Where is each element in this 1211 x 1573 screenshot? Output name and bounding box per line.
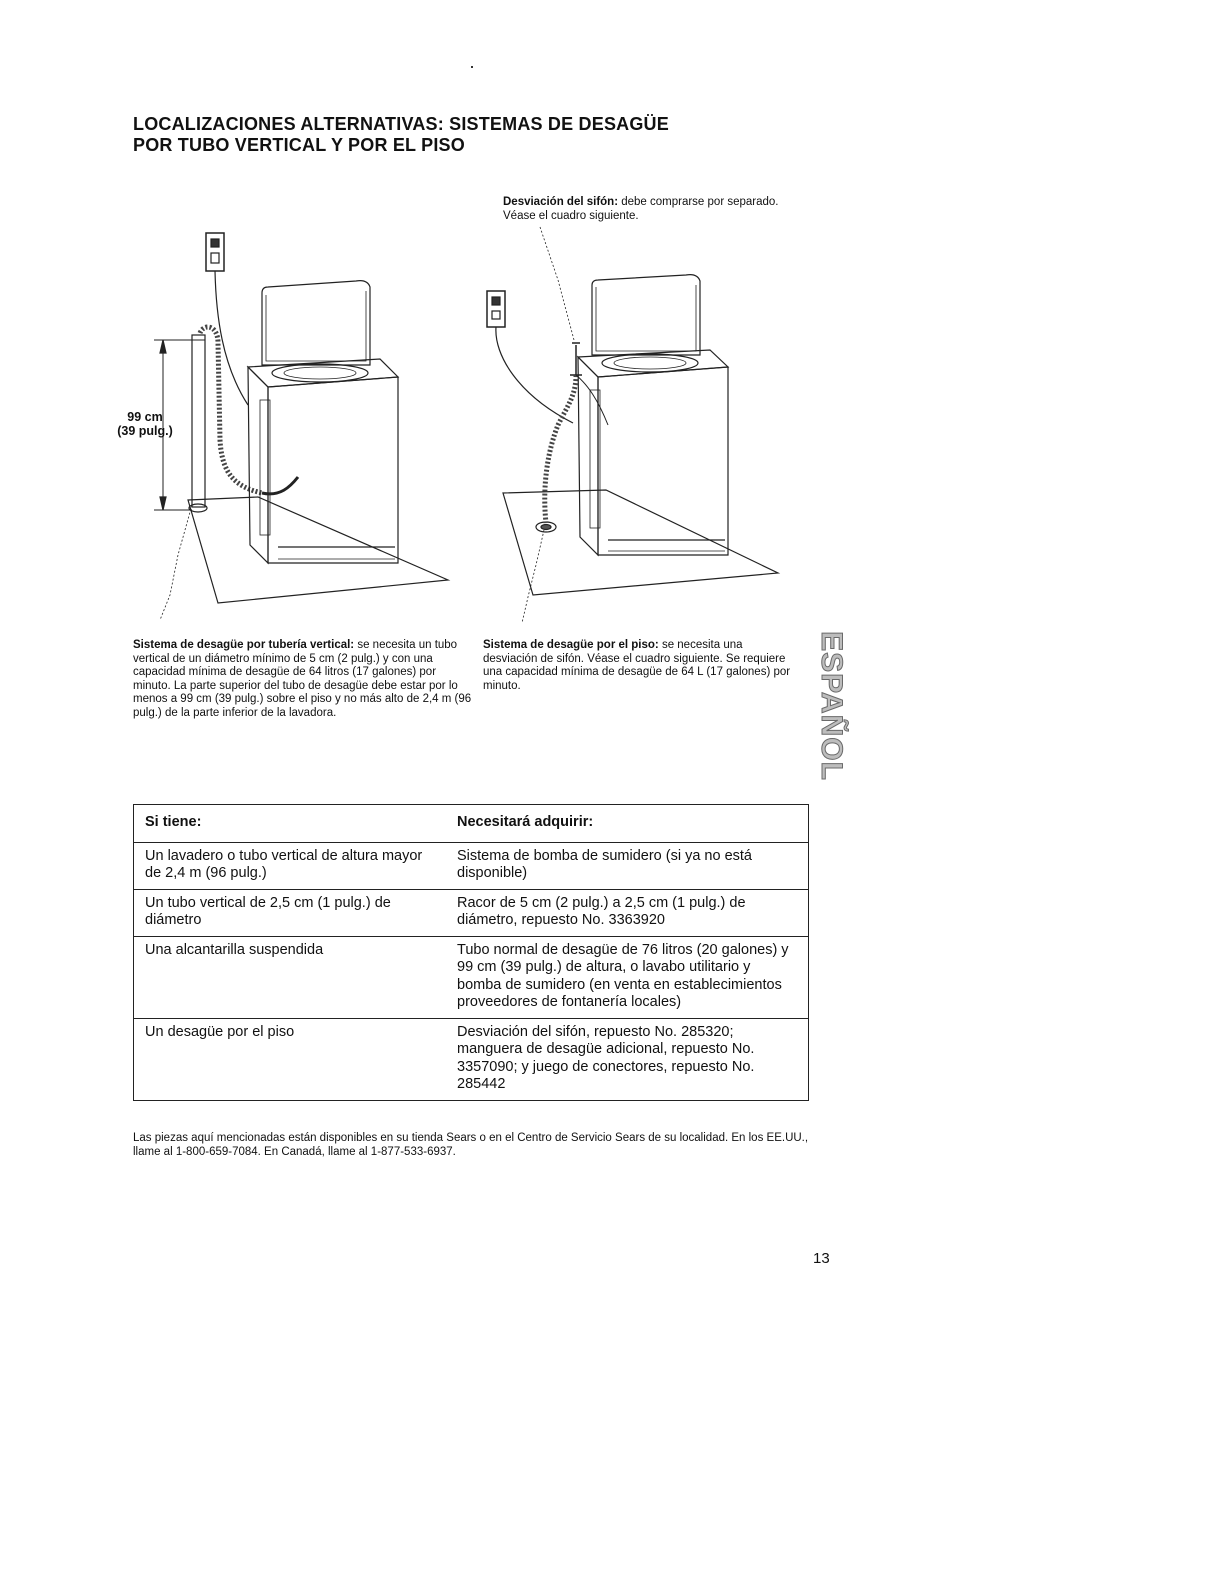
table-header-row: [134, 805, 809, 843]
washer-side: [268, 377, 398, 563]
table-cell-need: Tubo normal de desagüe de 76 litros (20 galones) y 99 cm (39 pulg.) de altura, o lavabo utilitario y bomba de sumidero (en venta en establecimientos proveedores de fontanería locales): [445, 936, 809, 1018]
siphon-break-caption: [503, 196, 803, 223]
table-cell-have: Una alcantarilla suspendida: [134, 936, 446, 1018]
standpipe-caption-title: Sistema de desagüe por tubería vertical:: [133, 639, 355, 651]
siphon-break-caption-text: debe comprarse por separado. Véase el cuadro siguiente.: [503, 196, 779, 222]
heading-line-1: LOCALIZACIONES ALTERNATIVAS: SISTEMAS DE DESAGÜE: [133, 114, 669, 134]
parts-footnote: Las piezas aquí mencionadas están disponibles en su tienda Sears o en el Centro de Servicio Sears de su localidad. En los EE.UU., llame al 1-800-659-7084. En Canadá, llame al 1-877-533-6937.: [133, 1132, 809, 1158]
floor-drain-caption-text: se necesita una desviación de sifón. Véase el cuadro siguiente. Se requiere una capacidad mínima de desagüe de 64 L (17 galones) por minuto.: [483, 639, 791, 692]
standpipe-drain-illustration: [150, 225, 460, 625]
floor-drain-caption: [483, 639, 798, 693]
table-header-have: Si tiene:: [134, 805, 446, 843]
language-side-tab: [815, 608, 847, 804]
dimension-line-2: (39 pulg.): [117, 424, 173, 438]
page-number: 13: [813, 1250, 830, 1267]
table-cell-need: Sistema de bomba de sumidero (si ya no está disponible): [445, 842, 809, 889]
parts-table: [133, 804, 809, 1101]
height-dimension-label: [110, 410, 180, 438]
standpipe-caption-text: se necesita un tubo vertical de un diámetro mínimo de 5 cm (2 pulg.) y con una capacidad mínima de desagüe de 64 litros (17 galones) por minuto. La parte superior del tubo de desagüe debe estar por lo menos a 99 cm (39 pulg.) sobre el piso y no más alto de 2,4 m (96 pulg.) de la parte inferior de la lavadora.: [133, 639, 472, 719]
page-heading: [133, 114, 669, 156]
washer-front: [248, 367, 268, 563]
standpipe-caption: [133, 639, 475, 721]
drain-hose: [200, 327, 262, 493]
heading-line-2: POR TUBO VERTICAL Y POR EL PISO: [133, 135, 465, 155]
floor-platform: [188, 497, 448, 603]
table-row: [134, 842, 809, 889]
wall-outlet: [487, 291, 505, 327]
standpipe: [192, 335, 205, 507]
washer-lid: [592, 275, 700, 355]
washer-lid: [262, 281, 370, 365]
floor-drain-illustration: [478, 225, 798, 625]
table-row: [134, 936, 809, 1018]
table-row: [134, 889, 809, 936]
siphon-break-caption-title: Desviación del sifón:: [503, 196, 619, 208]
table-header-need: Necesitará adquirir:: [445, 805, 809, 843]
table-cell-need: Racor de 5 cm (2 pulg.) a 2,5 cm (1 pulg.) de diámetro, repuesto No. 3363920: [445, 889, 809, 936]
washer-front: [578, 357, 598, 555]
table-cell-have: Un tubo vertical de 2,5 cm (1 pulg.) de diámetro: [134, 889, 446, 936]
washer-side: [598, 367, 728, 555]
table-cell-have: Un lavadero o tubo vertical de altura mayor de 2,4 m (96 pulg.): [134, 842, 446, 889]
floor-drain-caption-title: Sistema de desagüe por el piso:: [483, 639, 659, 651]
stray-dot: [471, 66, 473, 68]
drain-hose: [545, 375, 576, 523]
table-cell-have: Un desagüe por el piso: [134, 1018, 446, 1100]
table-cell-need: Desviación del sifón, repuesto No. 285320; manguera de desagüe adicional, repuesto No. 3357090; y juego de conectores, repuesto No. 285442: [445, 1018, 809, 1100]
dimension-line-1: 99 cm: [127, 410, 163, 424]
language-side-tab-label: ESPAÑOL: [815, 631, 849, 781]
table-row: [134, 1018, 809, 1100]
